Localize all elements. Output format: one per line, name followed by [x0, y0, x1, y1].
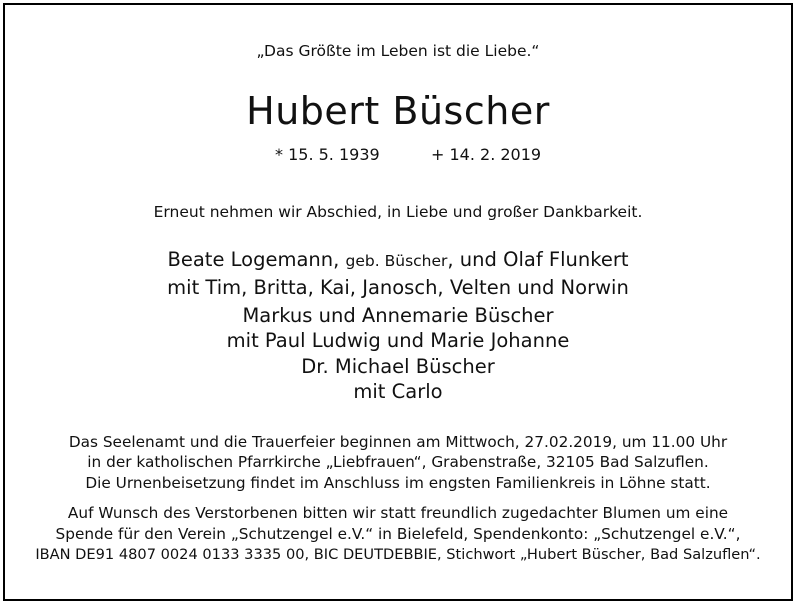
family-name-1: Beate Logemann, [167, 248, 340, 271]
family-line-2: mit Tim, Britta, Kai, Janosch, Velten und Norwin [167, 276, 629, 299]
family-line-1 [5, 248, 791, 271]
motto-quote: „Das Größte im Leben ist die Liebe.“ [256, 42, 540, 60]
death-date: + 14. 2. 2019 [431, 145, 542, 164]
donation-line-1: Auf Wunsch des Verstorbenen bitten wir statt freundlich zugedachter Blumen um eine [67, 504, 729, 522]
maiden-name: geb. Büscher [345, 252, 448, 270]
ceremony-line-1: Das Seelenamt und die Trauerfeier beginnen am Mittwoch, 27.02.2019, um 11.00 Uhr [68, 433, 728, 451]
obituary-notice [3, 3, 793, 601]
donation-line-3: IBAN DE91 4807 0024 0133 3335 00, BIC DEUTDEBBIE, Stichwort „Hubert Büscher, Bad Salzuflen“. [35, 546, 761, 563]
deceased-name: Hubert Büscher [246, 89, 550, 133]
family-line-3: Markus und Annemarie Büscher [242, 304, 554, 327]
family-partner: , und Olaf Flunkert [447, 248, 629, 271]
ceremony-line-3: Die Urnenbeisetzung findet im Anschluss im engsten Familienkreis in Löhne statt. [85, 474, 711, 492]
farewell-text: Erneut nehmen wir Abschied, in Liebe und großer Dankbarkeit. [153, 203, 643, 221]
ceremony-line-2: in der katholischen Pfarrkirche „Liebfrauen“, Grabenstraße, 32105 Bad Salzuflen. [87, 453, 709, 471]
birth-date: * 15. 5. 1939 [275, 145, 380, 164]
donation-line-2: Spende für den Verein „Schutzengel e.V.“ in Bielefeld, Spendenkonto: „Schutzengel e.V.“, [55, 525, 741, 543]
family-line-5: Dr. Michael Büscher [301, 355, 495, 378]
family-line-6: mit Carlo [353, 380, 443, 403]
family-line-4: mit Paul Ludwig und Marie Johanne [226, 329, 570, 352]
